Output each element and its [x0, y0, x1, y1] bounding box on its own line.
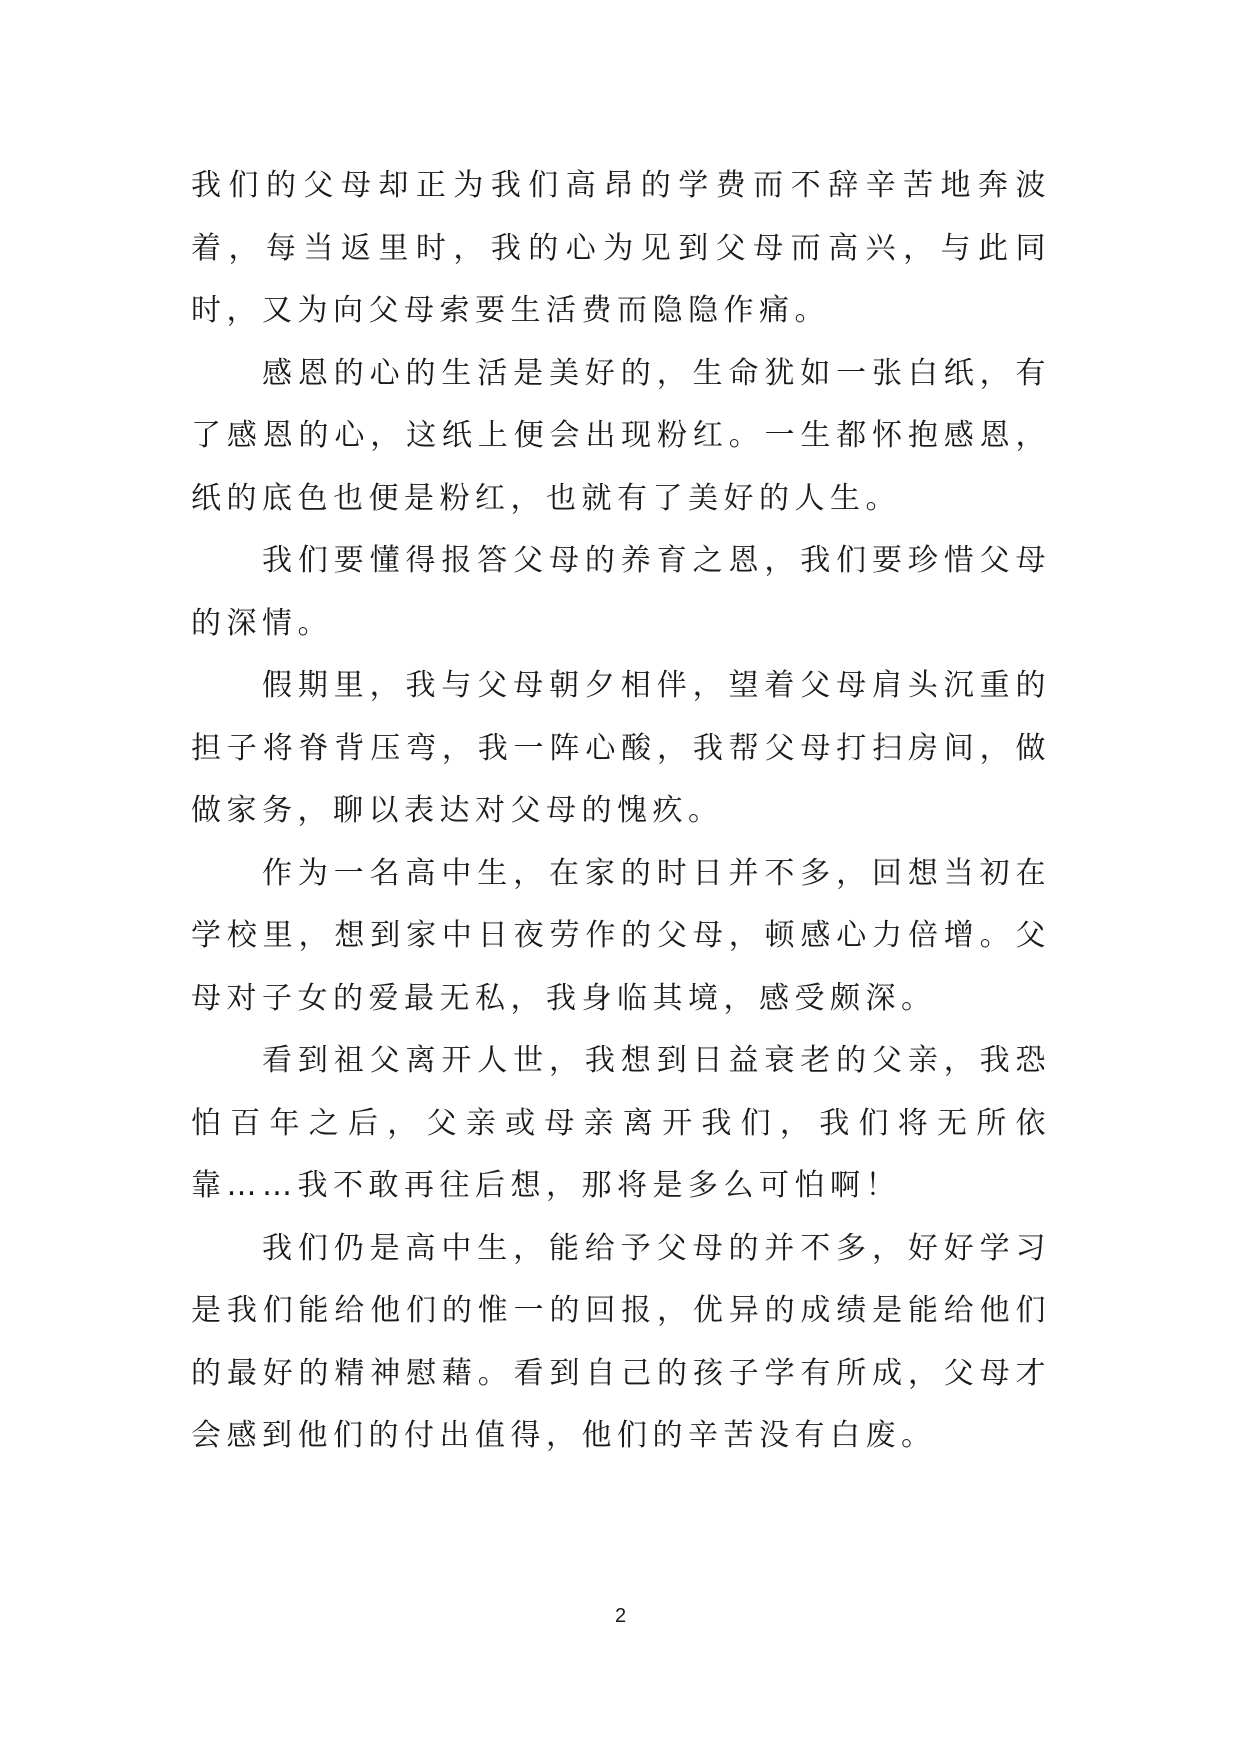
page-number: 2	[614, 1605, 627, 1627]
paragraph-2: 感恩的心的生活是美好的，生命犹如一张白纸，有了感恩的心，这纸上便会出现粉红。一生都怀抱感恩，纸的底色也便是粉红，也就有了美好的人生。	[191, 355, 1051, 516]
document-body	[191, 155, 1051, 1468]
paragraph-4: 假期里，我与父母朝夕相伴，望着父母肩头沉重的担子将脊背压弯，我一阵心酸，我帮父母打扫房间，做做家务，聊以表达对父母的愧疚。	[191, 668, 1051, 828]
paragraph-5: 作为一名高中生，在家的时日并不多，回想当初在学校里，想到家中日夜劳作的父母，顿感心力倍增。父母对子女的爱最无私，我身临其境，感受颇深。	[191, 855, 1051, 1016]
paragraph-6: 看到祖父离开人世，我想到日益衰老的父亲，我恐怕百年之后，父亲或母亲离开我们，我们将无所依靠……我不敢再往后想，那将是多么可怕啊！	[191, 1043, 1051, 1203]
paragraph-1: 我们的父母却正为我们高昂的学费而不辞辛苦地奔波着，每当返里时，我的心为见到父母而高兴，与此同时，又为向父母索要生活费而隐隐作痛。	[191, 168, 1051, 328]
paragraph-7: 我们仍是高中生，能给予父母的并不多，好好学习是我们能给他们的惟一的回报，优异的成绩是能给他们的最好的精神慰藉。看到自己的孩子学有所成，父母才会感到他们的付出值得，他们的辛苦没有白废。	[191, 1230, 1051, 1453]
paragraph-3: 我们要懂得报答父母的养育之恩，我们要珍惜父母的深情。	[191, 543, 1051, 641]
